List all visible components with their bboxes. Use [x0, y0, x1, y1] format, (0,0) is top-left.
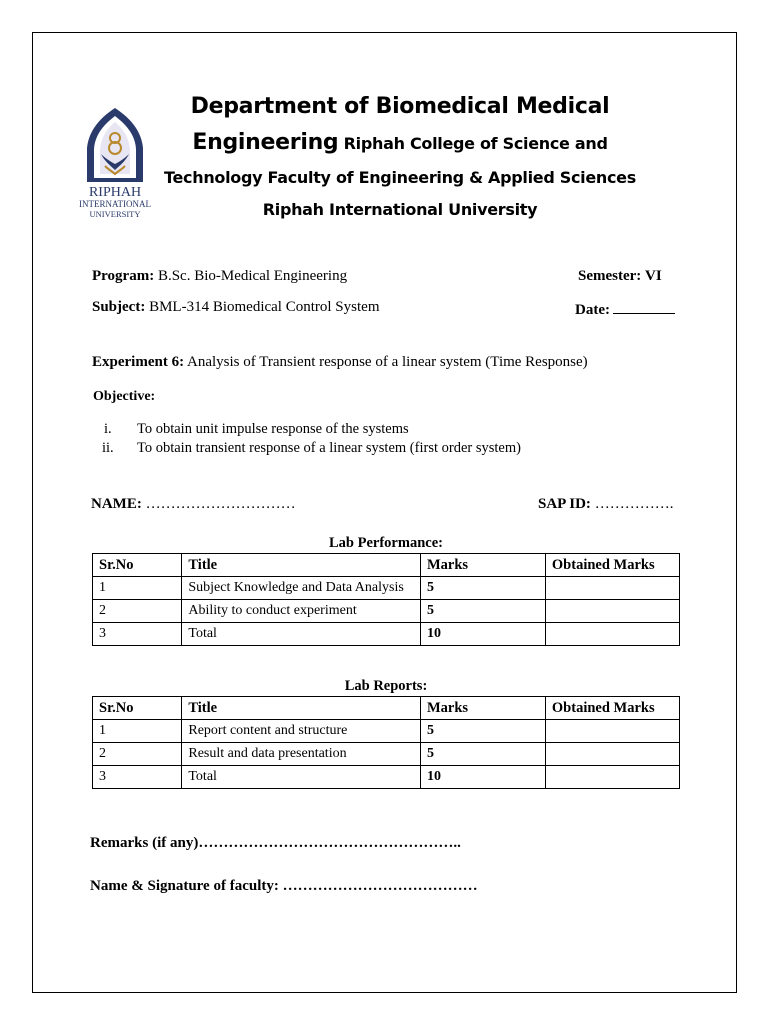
lab-reports-caption: Lab Reports:	[344, 678, 428, 694]
sap-label: SAP ID:	[538, 496, 591, 512]
sap-field[interactable]: …………….	[594, 496, 674, 512]
table-header-row	[93, 554, 680, 577]
logo-text-riphah: RIPHAH	[88, 185, 142, 200]
cell-title: Ability to conduct experiment	[182, 600, 421, 623]
cell-obtained[interactable]	[545, 720, 679, 743]
program-value: B.Sc. Bio-Medical Engineering	[157, 268, 348, 284]
table-row	[93, 600, 680, 623]
header-marks: Marks	[420, 697, 545, 720]
cell-marks: 5	[420, 743, 545, 766]
header-title-line3: Technology Faculty of Engineering & Applied Sciences	[164, 168, 636, 187]
name-line	[91, 496, 296, 513]
name-field[interactable]: …………………………	[145, 496, 296, 512]
semester-label: Semester:	[578, 268, 642, 284]
remarks-label[interactable]: Remarks (if any)……………………………………………..	[90, 835, 461, 851]
program-line	[92, 268, 347, 285]
cell-srno: 2	[93, 743, 182, 766]
cell-marks: 10	[420, 766, 545, 789]
objective-label-line	[93, 389, 155, 405]
header-college: Riphah College of Science and	[343, 134, 608, 153]
lab-reports-table	[92, 696, 680, 789]
date-field[interactable]	[613, 299, 675, 314]
lab-performance-table	[92, 553, 680, 646]
objective-item-text: To obtain unit impulse response of the systems	[137, 421, 409, 437]
header-title-line1: Department of Biomedical Medical	[190, 94, 610, 119]
table-row	[93, 720, 680, 743]
semester-line	[578, 268, 662, 285]
cell-obtained[interactable]	[545, 623, 679, 646]
program-label: Program:	[92, 268, 155, 284]
table-row	[93, 743, 680, 766]
cell-marks: 10	[420, 623, 545, 646]
cell-marks: 5	[420, 600, 545, 623]
cell-srno: 2	[93, 600, 182, 623]
cell-title: Total	[182, 766, 421, 789]
semester-value: VI	[645, 268, 662, 284]
cell-title: Result and data presentation	[182, 743, 421, 766]
cell-obtained[interactable]	[545, 766, 679, 789]
cell-title: Subject Knowledge and Data Analysis	[182, 577, 421, 600]
cell-title: Report content and structure	[182, 720, 421, 743]
experiment-title: Analysis of Transient response of a linear system (Time Response)	[187, 354, 588, 370]
logo-text-university: UNIVERSITY	[89, 209, 141, 219]
lab-performance-caption: Lab Performance:	[329, 535, 443, 551]
objective-item-num: ii.	[102, 440, 114, 456]
riphah-logo	[73, 104, 157, 232]
cell-obtained[interactable]	[545, 743, 679, 766]
date-label: Date:	[575, 302, 610, 318]
cell-srno: 1	[93, 720, 182, 743]
cell-obtained[interactable]	[545, 577, 679, 600]
objective-label: Objective:	[93, 389, 156, 404]
header-title-line2	[160, 130, 640, 155]
header-obtained-marks: Obtained Marks	[545, 697, 679, 720]
table-header-row	[93, 697, 680, 720]
subject-value: BML-314 Biomedical Control System	[149, 299, 380, 315]
header-engineering: Engineering	[192, 130, 339, 155]
faculty-signature-line	[90, 878, 478, 895]
header-srno: Sr.No	[93, 554, 182, 577]
sap-line	[538, 496, 673, 513]
objective-item-text: To obtain transient response of a linear system (first order system)	[137, 440, 521, 456]
table-row	[93, 623, 680, 646]
cell-srno: 1	[93, 577, 182, 600]
header-marks: Marks	[420, 554, 545, 577]
header-title: Title	[182, 697, 421, 720]
cell-title: Total	[182, 623, 421, 646]
header-title: Title	[182, 554, 421, 577]
cell-srno: 3	[93, 623, 182, 646]
header-srno: Sr.No	[93, 697, 182, 720]
faculty-signature-label[interactable]: Name & Signature of faculty: …………………………………	[90, 878, 478, 894]
table-row	[93, 577, 680, 600]
subject-label: Subject:	[92, 299, 146, 315]
name-label: NAME:	[91, 496, 142, 512]
header-title-line4: Riphah International University	[262, 200, 538, 219]
header-obtained-marks: Obtained Marks	[545, 554, 679, 577]
date-line	[575, 299, 675, 319]
cell-marks: 5	[420, 577, 545, 600]
subject-line	[92, 299, 379, 316]
cell-obtained[interactable]	[545, 600, 679, 623]
experiment-line	[92, 354, 588, 371]
logo-text-international: INTERNATIONAL	[79, 199, 151, 209]
cell-marks: 5	[420, 720, 545, 743]
remarks-line	[90, 835, 461, 852]
experiment-label: Experiment 6:	[92, 354, 185, 370]
cell-srno: 3	[93, 766, 182, 789]
objective-item-num: i.	[104, 421, 112, 437]
table-row	[93, 766, 680, 789]
